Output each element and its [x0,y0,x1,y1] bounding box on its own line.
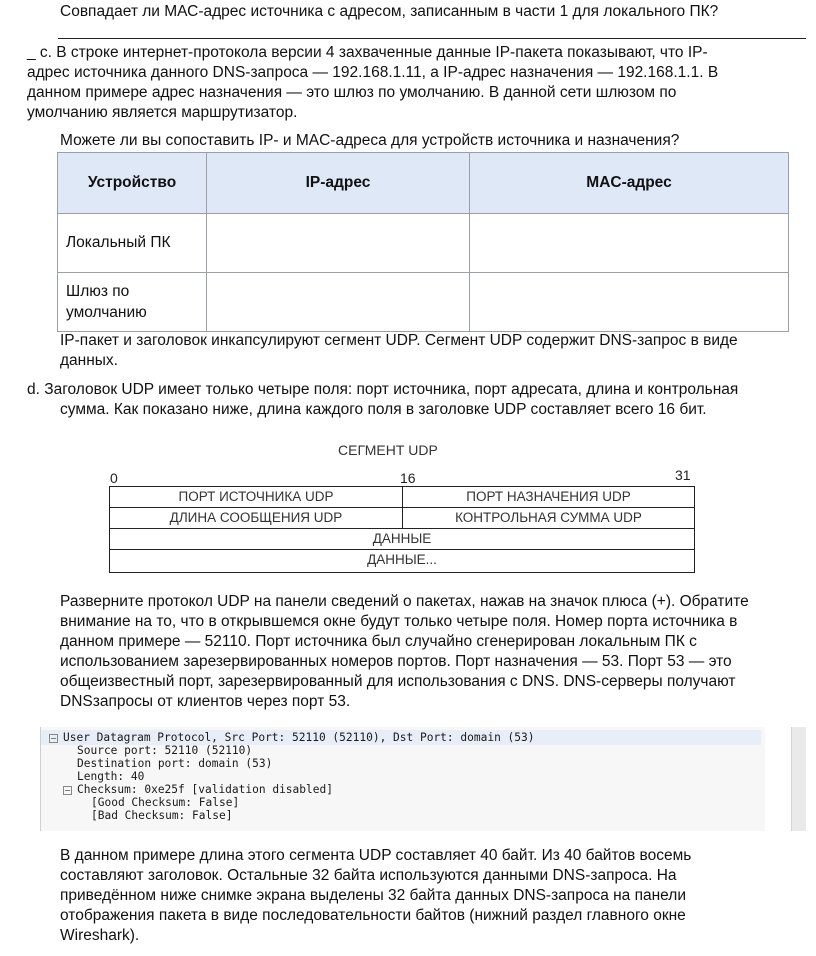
paragraph-d [27,380,813,420]
tree-item-length[interactable]: Length: 40 [77,770,145,783]
cell-device-line: Шлюз по [66,283,130,300]
paragraph-d-line: сумма. Как показано ниже, длина каждого поля в заголовке UDP составляет всего 16 бит. [60,401,707,418]
tree-item-bad-checksum[interactable]: [Bad Checksum: False] [91,809,233,822]
paragraph-expand-line: общеизвестный порт, зарезервированный для использования с DNS. DNS-серверы получают [60,673,736,690]
udp-bit-start: 0 [110,470,118,486]
answer-line [58,38,806,39]
cell-ip [207,214,470,273]
wireshark-packet-details [40,727,765,831]
cell-ip [207,273,470,332]
paragraph-expand-line: DNSзапросы от клиентов через порт 53. [60,693,351,710]
paragraph-length [60,846,810,946]
paragraph-length-line: Wireshark). [60,927,140,944]
tree-item-source-port[interactable]: Source port: 52110 (52110) [77,744,253,757]
paragraph-length-line: В данном примере длина этого сегмента UDP составляет 40 байт. Из 40 байтов восемь [60,847,692,864]
paragraph-length-line: отображения пакета в виде последовательности байтов (нижний раздел главного окне [60,907,686,924]
table-header-row [58,153,789,214]
udp-row-ports [109,486,695,508]
table-row [58,214,789,273]
udp-bit-mid: 16 [400,470,416,486]
paragraph-expand-line: использованием зарезервированных номеров портов. Порт назначения — 53. Порт 53 — это [60,653,732,670]
udp-data-more: ДАННЫЕ... [367,552,437,567]
udp-row-length-checksum [109,507,695,529]
udp-bit-end: 31 [675,467,691,483]
top-question: Совпадает ли МАС-адрес источника с адресом, записанным в части 1 для локального ПК? [60,3,719,20]
cell-device [58,273,207,332]
table-question: Можете ли вы сопоставить IP- и MAC-адреса для устройств источника и назначения? [60,132,680,149]
tree-item-destination-port[interactable]: Destination port: domain (53) [77,757,273,770]
collapse-udp-toggle-icon[interactable]: − [50,734,57,743]
cell-mac [470,273,789,332]
header-ip: IP-адрес [207,153,470,214]
cell-mac [470,214,789,273]
udp-diagram-title: СЕГМЕНТ UDP [338,442,438,458]
paragraph-c-line: _ c. В строке интернет-протокола версии 4 захваченные данные IP-пакета показывают, что IP- [27,44,708,61]
collapse-checksum-toggle-icon[interactable]: − [64,786,71,795]
udp-dst-port: ПОРТ НАЗНАЧЕНИЯ UDP [466,489,631,504]
paragraph-c-line: данном примере адрес назначения — это шлюз по умолчанию. В данной сети шлюзом по [27,84,677,101]
table-row [58,273,789,332]
cell-device-line: умолчанию [66,304,147,321]
tree-item-good-checksum[interactable]: [Good Checksum: False] [91,796,240,809]
paragraph-ip-line: IP-пакет и заголовок инкапсулируют сегмент UDP. Сегмент UDP содержит DNS-запрос в виде [60,332,738,349]
paragraph-expand [60,592,816,712]
header-device: Устройство [58,153,207,214]
cell-device: Локальный ПК [58,214,207,273]
vertical-scrollbar[interactable] [791,727,806,831]
paragraph-ip [60,331,810,371]
udp-length: ДЛИНА СООБЩЕНИЯ UDP [110,508,403,528]
device-address-table [57,152,789,332]
paragraph-c-line: умолчанию является маршрутизатор. [27,104,298,121]
udp-data: ДАННЫЕ [372,531,432,546]
tree-item-udp[interactable]: User Datagram Protocol, Src Port: 52110 (52110), Dst Port: domain (53) [63,731,535,744]
tree-item-checksum[interactable]: Checksum: 0xe25f [validation disabled] [77,783,333,796]
header-mac: MAC-адрес [470,153,789,214]
paragraph-c [27,43,813,123]
paragraph-length-line: составляют заголовок. Остальные 32 байта используются данными DNS-запроса. На [60,867,677,884]
paragraph-expand-line: данном примере — 52110. Порт источника был случайно сгенерирован локальным ПК с [60,633,697,650]
paragraph-c-line: адрес источника данного DNS-запроса — 192.168.1.11, а IP-адрес назначения — 192.168.1.1. В [27,64,719,81]
paragraph-d-line: d. Заголовок UDP имеет только четыре поля: порт источника, порт адресата, длина и контрольная [27,381,739,398]
udp-checksum: КОНТРОЛЬНАЯ СУММА UDP [455,510,642,525]
paragraph-expand-line: Разверните протокол UDP на панели сведений о пакетах, нажав на значок плюса (+). Обратите [60,593,749,610]
paragraph-ip-line: данных. [60,352,118,369]
udp-row-data-more [109,549,695,573]
paragraph-length-line: приведённом ниже снимке экрана выделены 32 байта данных DNS-запроса на панели [60,887,686,904]
udp-row-data [109,528,695,550]
paragraph-expand-line: внимание на то, что в открывшемся окне будут только четыре поля. Номер порта источника в [60,613,738,630]
udp-src-port: ПОРТ ИСТОЧНИКА UDP [110,487,403,507]
